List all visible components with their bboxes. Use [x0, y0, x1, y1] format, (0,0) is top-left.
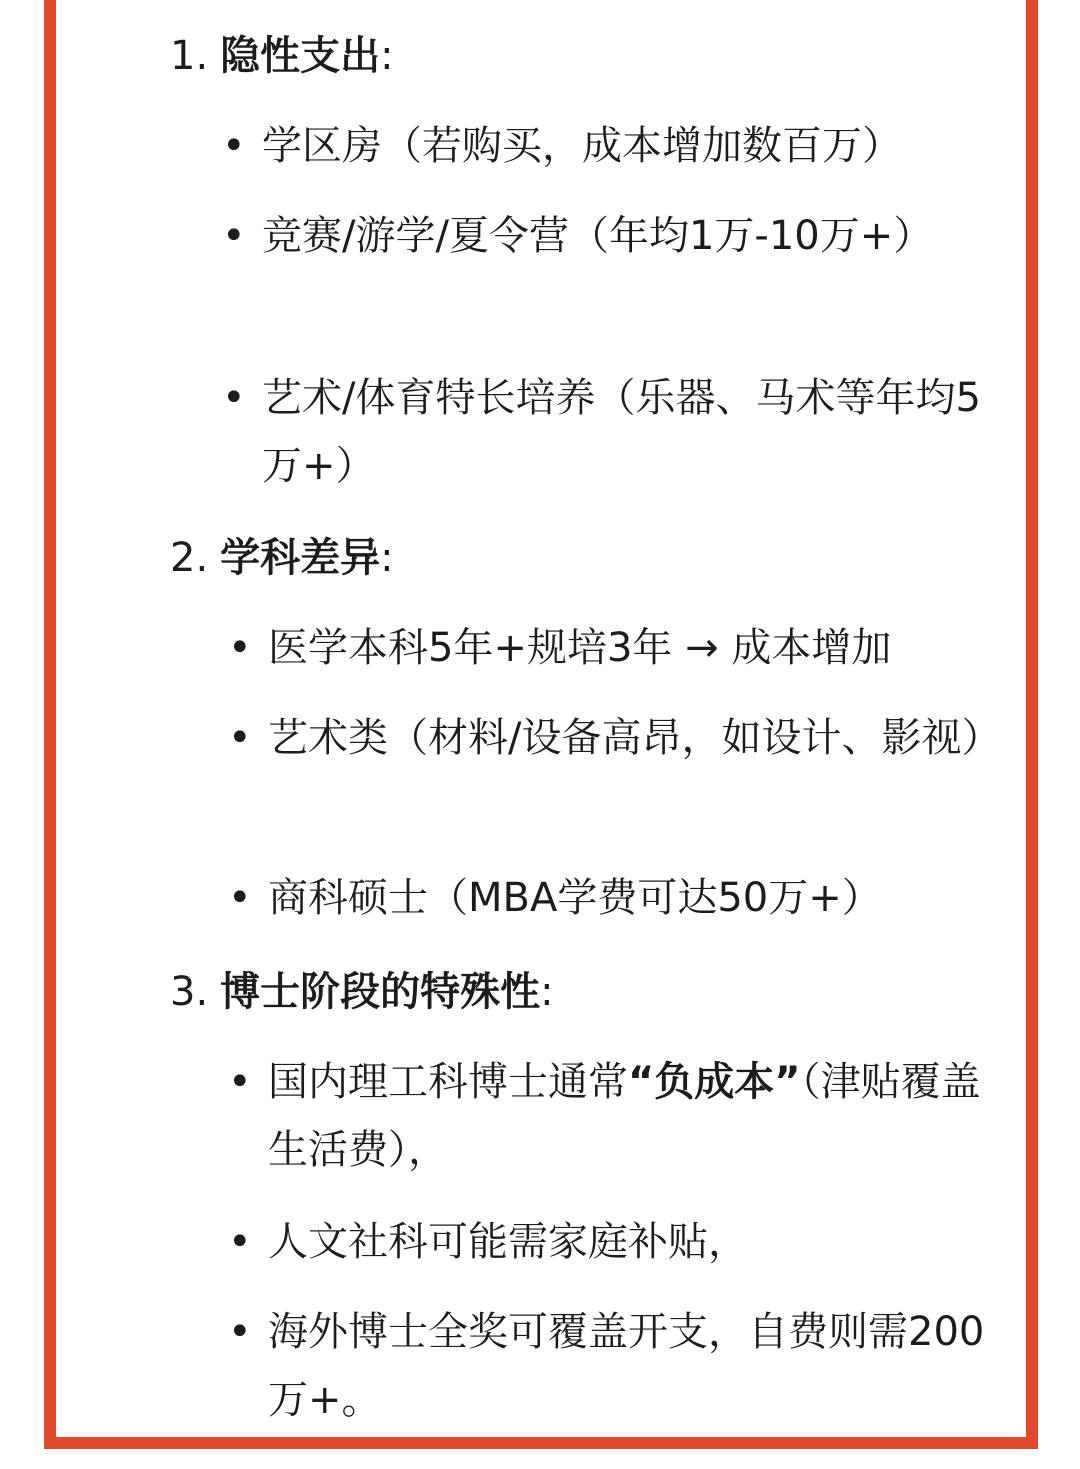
list-item-text: 商科硕士（MBA学费可达50万+）	[268, 875, 882, 921]
list-item-text: 艺术类（材料/设备高昂，如设计、影视）	[268, 715, 1002, 761]
bullet-icon: •	[228, 625, 252, 671]
bullet-icon: •	[228, 715, 252, 761]
section-1-number: 1.	[170, 33, 209, 79]
section-1-title: 隐性支出	[220, 33, 381, 79]
bullet-icon: •	[228, 1309, 252, 1355]
list-item-text: 艺术/体育特长培养（乐器、马术等年均5万+）	[262, 375, 981, 489]
section-3-title: 博士阶段的特殊性	[220, 969, 541, 1015]
bullet-icon: •	[222, 123, 246, 169]
section-2-heading	[170, 532, 394, 584]
section-2-title: 学科差异	[220, 535, 381, 581]
list-item-text: 海外博士全奖可覆盖开支，自费则需200万+。	[268, 1309, 985, 1423]
bullet-icon: •	[228, 875, 252, 921]
list-item-text	[268, 1048, 1008, 1184]
section-3-number: 3.	[170, 969, 209, 1015]
bullet-icon: •	[228, 1219, 252, 1265]
bullet-icon: •	[222, 213, 246, 259]
bullet-icon: •	[222, 375, 246, 421]
section-2-number: 2.	[170, 535, 209, 581]
list-item-text: 医学本科5年+规培3年 → 成本增加	[268, 625, 892, 671]
section-2-colon: :	[380, 535, 394, 581]
list-item-text: 竞赛/游学/夏令营（年均1万-10万+）	[262, 213, 934, 259]
section-3-colon: :	[540, 969, 554, 1015]
list-item-text-rest: （津贴覆盖生活费），	[268, 1059, 981, 1173]
bullet-icon: •	[228, 1059, 252, 1105]
list-item-text: 人文社科可能需家庭补贴，	[268, 1219, 748, 1265]
section-1-colon: :	[380, 33, 394, 79]
section-3-heading	[170, 966, 554, 1018]
list-item-text: 学区房（若购买，成本增加数百万）	[262, 123, 902, 169]
section-1-heading	[170, 30, 394, 82]
list-item-text-start: 国内理工科博士通常	[268, 1059, 628, 1105]
emphasis-text: “负成本”	[628, 1059, 801, 1105]
